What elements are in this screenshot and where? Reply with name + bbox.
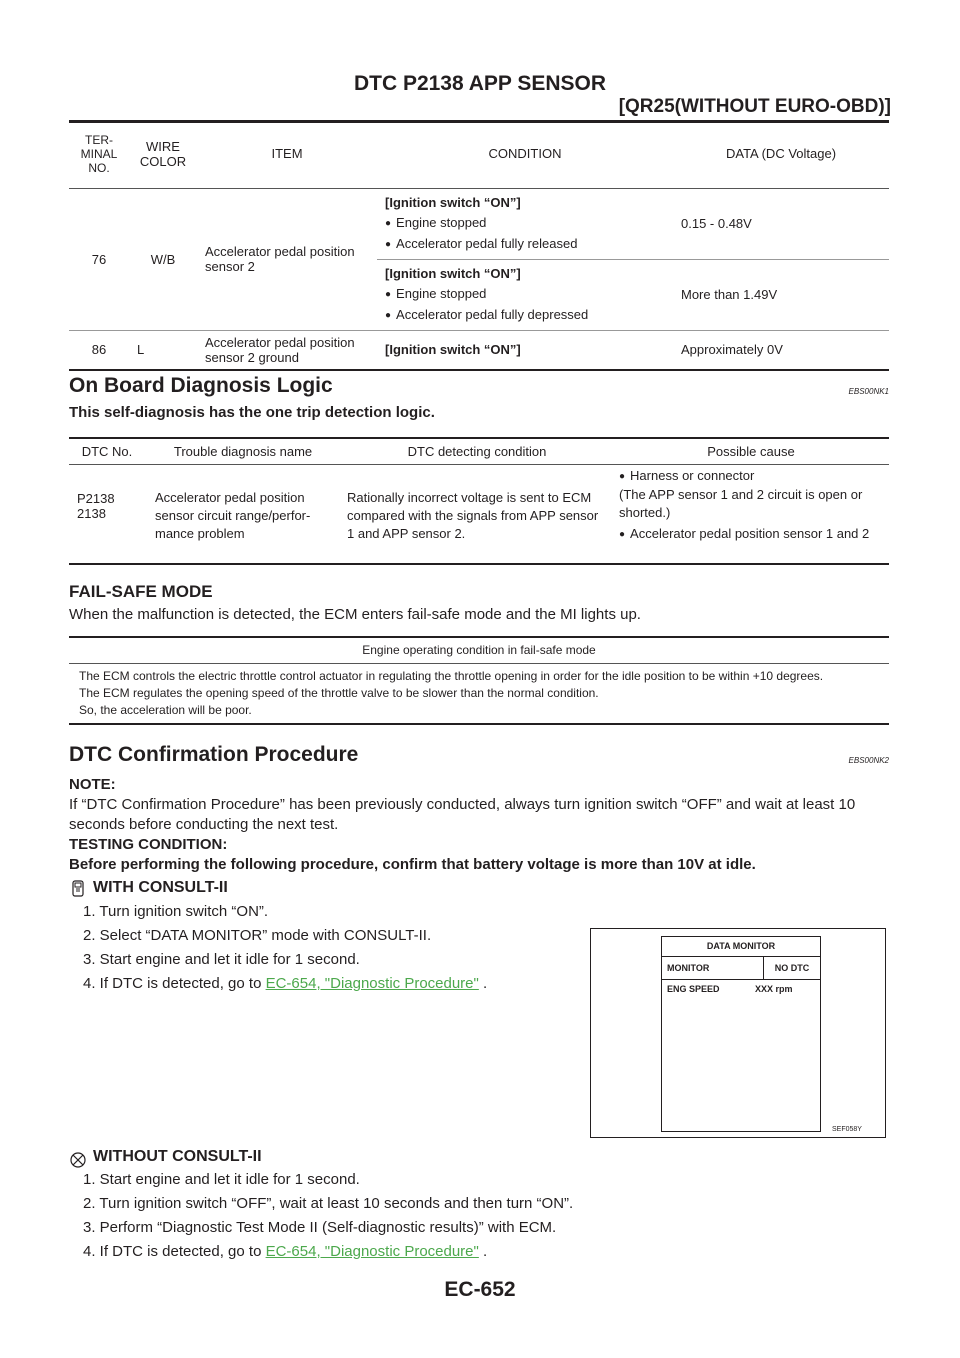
condition-76-depressed [377,259,673,330]
possible-cause [613,464,889,564]
figure-code: SEF058Y [832,1126,862,1133]
header-item: ITEM [271,146,303,162]
with-consult-heading: WITH CONSULT-II [93,879,228,896]
without-step-2: 2. Turn ignition switch “OFF”, wait at least 10 seconds and then turn “ON”. [83,1195,574,1212]
terminal-table [69,120,889,371]
data-76-released: 0.15 - 0.48V [681,216,752,231]
failsafe-table-header: Engine operating condition in fail-safe mode [69,638,889,664]
item-76: Accelerator pedal position sensor 2 [205,244,355,274]
confirmation-notes [69,775,889,875]
detecting-condition: Rationally incorrect voltage is sent to ECM compared with the signals from APP sensor 1 and APP sensor 2. [347,489,599,541]
failsafe-intro: When the malfunction is detected, the ECM enters fail-safe mode and the MI lights up. [69,606,641,623]
step-text: 4. If DTC is detected, go to [83,975,266,992]
diagnostic-procedure-link[interactable]: EC-654, "Diagnostic Procedure" [265,975,479,992]
page-subtitle: [QR25(WITHOUT EURO-OBD)] [618,96,891,117]
header-wire-color: WIRE COLOR [139,138,187,169]
list-item: ● Engine stopped [385,284,665,305]
step-text: . [478,1243,488,1260]
condition-86: [Ignition switch “ON”] [385,342,521,358]
header-terminal: TER- MINAL NO. [80,132,118,175]
terminal-86: 86 [91,342,107,358]
testing-text: Before performing the following procedure, confirm that battery voltage is more than 10V at idle. [69,856,756,873]
failsafe-line: The ECM controls the electric throttle control actuator in regulating the throttle opening in order for the idle position to be within +10 degrees. [79,669,824,683]
obd-intro: This self-diagnosis has the one trip detection logic. [69,404,435,421]
wire-86: L [137,342,145,358]
table-row [69,330,889,370]
list-item: ● Accelerator pedal position sensor 1 and 2 [619,525,881,544]
wire-76: W/B [150,251,176,267]
header-dtc-no: DTC No. [81,443,133,459]
with-step-3: 3. Start engine and let it idle for 1 second. [83,951,360,968]
screen-no-dtc-label: NO DTC [774,963,810,973]
list-item: ● Harness or connector (The APP sensor 1 and 2 circuit is open or shorted.) [619,467,881,522]
testing-label: TESTING CONDITION: [69,836,228,853]
with-step-1: 1. Turn ignition switch “ON”. [83,903,269,920]
step-text: 4. If DTC is detected, go to [83,1243,266,1260]
page-title: DTC P2138 APP SENSOR [353,72,607,95]
list-item: ● Accelerator pedal fully released [385,234,665,255]
diagnostic-procedure-link[interactable]: EC-654, "Diagnostic Procedure" [265,1243,479,1260]
header-trouble-name: Trouble diagnosis name [173,443,313,459]
consult-tool-icon [70,880,86,896]
trouble-name: Accelerator pedal position sensor circuit range/perfor-mance problem [155,489,311,541]
screen-title: DATA MONITOR [662,937,820,957]
without-consult-heading: WITHOUT CONSULT-II [93,1148,262,1165]
failsafe-line: The ECM regulates the opening speed of the throttle valve to be slower than the normal condition. [79,686,599,700]
step-text: . [478,975,488,992]
condition-76-released [377,188,673,259]
failsafe-heading: FAIL-SAFE MODE [69,582,213,601]
data-86: Approximately 0V [681,342,783,358]
header-detecting-condition: DTC detecting condition [407,443,547,459]
header-possible-cause: Possible cause [707,443,795,459]
table-row [69,188,889,259]
cond-head: [Ignition switch “ON”] [385,194,521,210]
without-step-1: 1. Start engine and let it idle for 1 second. [83,1171,360,1188]
screen-header-row [662,957,820,980]
terminal-76: 76 [91,251,107,267]
list-item: ● Accelerator pedal fully depressed [385,305,665,326]
section-heading-confirmation: DTC Confirmation Procedure [69,743,359,766]
screen-item-label: ENG SPEED [667,984,720,994]
data-76-depressed: More than 1.49V [681,287,778,302]
screen-monitor-label: MONITOR [662,957,764,979]
cond-head: [Ignition switch “ON”] [385,265,521,281]
item-86: Accelerator pedal position sensor 2 ground [205,334,355,365]
note-text: If “DTC Confirmation Procedure” has been previously conducted, always turn ignition switch “OFF” and wait at least 10 seconds before conducting the next test. [69,796,856,833]
note-label: NOTE: [69,776,116,793]
with-step-2: 2. Select “DATA MONITOR” mode with CONSULT-II. [83,927,432,944]
dtc-table [69,437,889,565]
with-step-4 [83,975,487,992]
failsafe-table [69,636,889,725]
ref-code: EBS00NK2 [848,756,889,765]
header-condition: CONDITION [488,146,562,162]
screen-data-row [662,980,820,994]
header-data: DATA (DC Voltage) [725,146,837,162]
page-number: EC-652 [444,1278,516,1301]
without-step-3: 3. Perform “Diagnostic Test Mode II (Self-diagnostic results)” with ECM. [83,1219,557,1236]
ref-code: EBS00NK1 [848,387,889,396]
without-step-4 [83,1243,487,1260]
failsafe-table-body [69,664,889,723]
no-tools-icon [70,1151,86,1167]
list-item: ● Engine stopped [385,213,665,234]
section-heading-obd: On Board Diagnosis Logic [69,374,333,397]
data-monitor-screen [661,936,821,1132]
screen-item-value: XXX rpm [755,984,793,994]
dtc-number: P2138 2138 [77,490,115,521]
failsafe-line: So, the acceleration will be poor. [79,703,252,717]
table-row [69,464,889,564]
